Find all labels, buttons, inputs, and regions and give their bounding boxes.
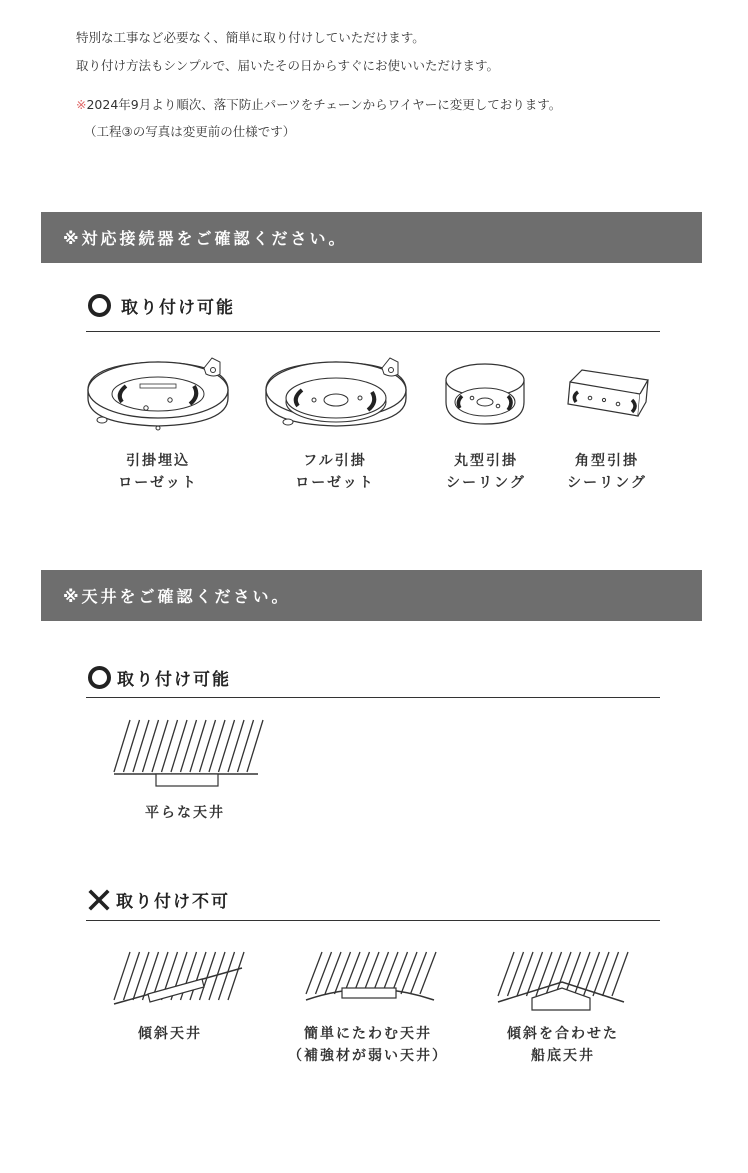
connector-caption-3-line-2: シーリング <box>446 475 526 491</box>
ceiling-ng-caption-3 <box>490 1023 636 1067</box>
ceiling-hatch-line <box>420 952 436 994</box>
ceiling-ok-divider <box>86 697 660 698</box>
ceiling-hatch-line <box>114 952 130 1000</box>
ceiling-hatch-line <box>612 952 628 996</box>
ceiling-banner: ※天井をご確認ください。 <box>41 570 702 621</box>
sloped-ceiling-illustration <box>112 950 246 1008</box>
intro-line-1: 特別な工事など必要なく、簡単に取り付けしていただけます。 <box>76 30 425 45</box>
full-hikkake-rosette-illustration <box>264 356 410 434</box>
ceiling-hatch-line <box>247 720 263 772</box>
ceiling-hatch-line <box>133 952 149 1000</box>
connectors-ok-label: 取り付け可能 <box>121 298 235 318</box>
cross-ng-icon <box>88 889 110 911</box>
ceiling-hatch-line <box>219 952 235 1000</box>
boat-bottom-ceiling-illustration <box>496 950 628 1014</box>
round-hikkake-ceiling-illustration <box>444 362 526 426</box>
ceiling-ng-divider <box>86 920 660 921</box>
ceiling-hatch-line <box>306 952 322 994</box>
ceiling-hatch-line <box>190 720 206 772</box>
ceiling-ng-caption-1-line-1: 傾斜天井 <box>138 1026 202 1042</box>
connector-caption-2 <box>285 450 385 494</box>
ceiling-hatch-line <box>228 952 244 1000</box>
ceiling-hatch-line <box>162 720 178 772</box>
hikkake-umekomi-rosette-illustration <box>86 356 232 434</box>
ceiling-hatch-line <box>593 952 609 996</box>
circle-ok-icon <box>88 666 111 689</box>
connector-caption-3 <box>436 450 536 494</box>
intro-line-2: 取り付け方法もシンプルで、届いたその日からすぐにお使いいただけます。 <box>76 58 499 73</box>
connector-caption-3-line-1: 丸型引掛 <box>454 453 518 469</box>
ceiling-hatch-line <box>124 952 140 1000</box>
notice-line-2: （工程③の写真は変更前の仕様です） <box>84 124 296 139</box>
ceiling-hatch-line <box>401 952 417 994</box>
ceiling-ng-caption-1 <box>110 1023 230 1045</box>
ceiling-hatch-line <box>325 952 341 994</box>
ceiling-hatch-line <box>517 952 533 996</box>
flat-ceiling-illustration <box>112 718 260 790</box>
ceiling-ok-label: 取り付け可能 <box>117 670 231 690</box>
connector-caption-4-line-2: シーリング <box>567 475 647 491</box>
ceiling-hatch-line <box>190 952 206 1000</box>
ceiling-ng-caption-3-line-1: 傾斜を合わせた <box>507 1026 619 1042</box>
connector-caption-1-line-2: ローゼット <box>118 475 198 491</box>
square-hikkake-ceiling-illustration <box>566 368 652 420</box>
connectors-banner: ※対応接続器をご確認ください。 <box>41 212 702 263</box>
ceiling-ng-caption-3-line-2: 船底天井 <box>531 1048 595 1064</box>
connectors-ok-heading <box>88 293 235 318</box>
ceiling-hatch-line <box>508 952 524 996</box>
ceiling-ok-caption-1: 平らな天井 <box>145 805 225 821</box>
ceiling-hatch-line <box>316 952 332 994</box>
notice-mark: ※ <box>76 97 87 112</box>
connector-caption-4-line-1: 角型引掛 <box>575 453 639 469</box>
ceiling-hatch-line <box>219 720 235 772</box>
ceiling-hatch-line <box>498 952 514 996</box>
ceiling-hatch-line <box>209 720 225 772</box>
notice-text: 2024年9月より順次、落下防止パーツをチェーンからワイヤーに変更しております。 <box>86 97 562 112</box>
connector-caption-1 <box>108 450 208 494</box>
ceiling-ng-caption-2-line-2: （補強材が弱い天井） <box>288 1048 448 1064</box>
ceiling-ok-heading <box>88 665 231 690</box>
ceiling-hatch-line <box>114 720 130 772</box>
ceiling-hatch-line <box>124 720 140 772</box>
ceiling-hatch-line <box>152 720 168 772</box>
ceiling-hatch-line <box>200 720 216 772</box>
connector-caption-1-line-1: 引掛埋込 <box>126 453 190 469</box>
ceiling-hatch-line <box>411 952 427 994</box>
ceiling-hatch-line <box>238 720 254 772</box>
ceiling-ng-heading <box>88 887 230 912</box>
ceiling-hatch-line <box>133 720 149 772</box>
connector-caption-4 <box>557 450 657 494</box>
ceiling-hatch-line <box>228 720 244 772</box>
ceiling-ng-caption-2 <box>280 1023 456 1067</box>
circle-ok-icon <box>88 294 111 317</box>
ceiling-hatch-line <box>603 952 619 996</box>
connector-caption-2-line-2: ローゼット <box>295 475 375 491</box>
connectors-divider <box>86 331 660 332</box>
notice-line-1 <box>76 95 561 113</box>
ceiling-ng-caption-2-line-1: 簡単にたわむ天井 <box>304 1026 432 1042</box>
connector-caption-2-line-1: フル引掛 <box>303 453 367 469</box>
ceiling-hatch-line <box>574 952 590 996</box>
ceiling-hatch-line <box>181 720 197 772</box>
ceiling-hatch-line <box>171 720 187 772</box>
ceiling-ng-label: 取り付け不可 <box>116 892 230 912</box>
ceiling-hatch-line <box>143 720 159 772</box>
sagging-ceiling-illustration <box>304 950 436 1008</box>
